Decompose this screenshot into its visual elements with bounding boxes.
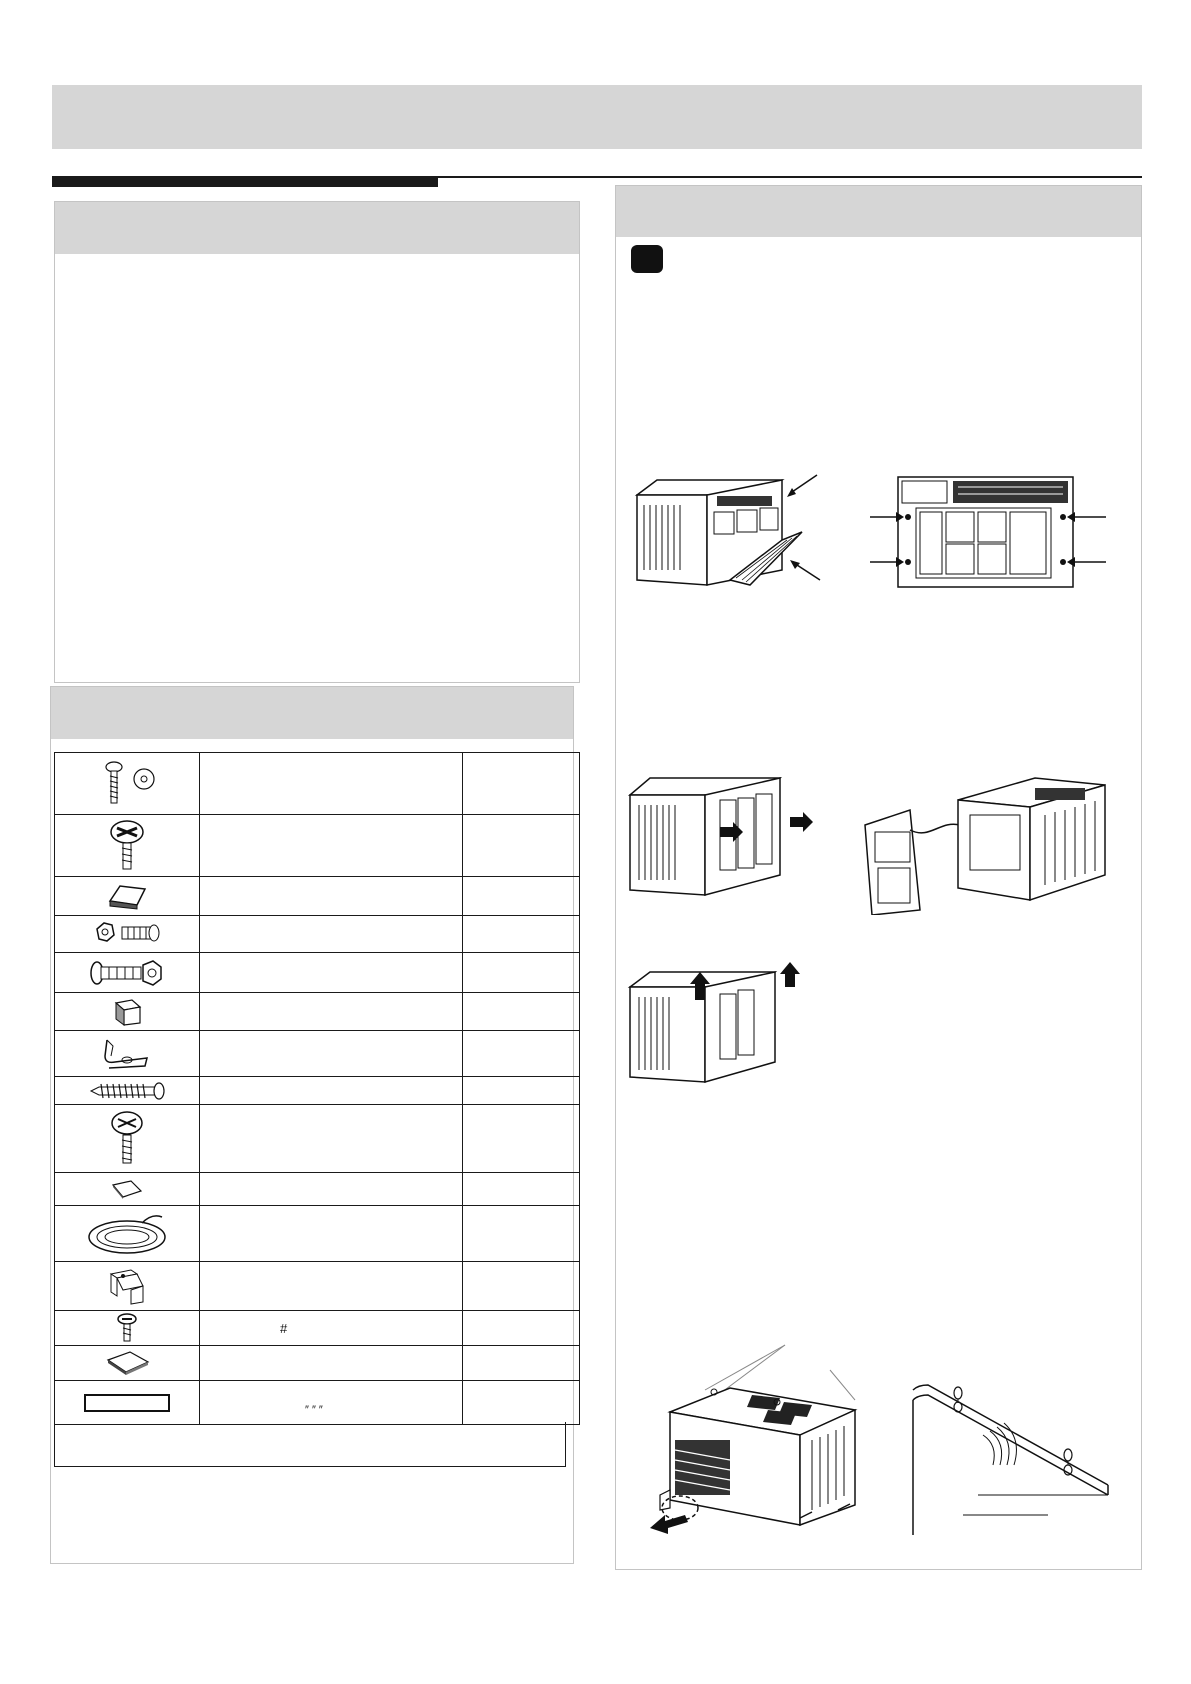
part-icon-cell <box>55 1105 200 1173</box>
part-name-cell: ″ ″ ″ <box>200 1381 463 1425</box>
figure-front-panel-open <box>632 470 832 595</box>
part-name-cell <box>200 753 463 815</box>
parts-table <box>54 752 580 1425</box>
part-name-cell <box>200 1262 463 1311</box>
figure-lift-up <box>625 962 815 1087</box>
part-qty-cell <box>463 993 580 1031</box>
parts-table-row <box>55 916 580 953</box>
part-qty-cell <box>463 1311 580 1346</box>
part-icon-cell <box>55 1262 200 1311</box>
parts-table-note-row <box>54 1422 566 1467</box>
left-top-section-header <box>55 202 579 254</box>
parts-table-row <box>55 753 580 815</box>
part-qty-cell <box>463 877 580 916</box>
parts-table-row <box>55 1173 580 1206</box>
phillips-screw-icon <box>102 818 152 873</box>
l-clip-icon <box>110 997 145 1027</box>
right-section-header <box>616 186 1141 237</box>
page-header-banner <box>52 85 1142 149</box>
part-name-cell <box>200 1173 463 1206</box>
figure-front-view-screws <box>868 472 1108 597</box>
parts-table-row <box>55 953 580 993</box>
small-screw-icon <box>112 1312 142 1344</box>
parts-table-row <box>55 877 580 916</box>
part-name-cell <box>200 993 463 1031</box>
part-name-cell <box>200 877 463 916</box>
part-icon-cell <box>55 815 200 877</box>
bolt-and-nut-small-icon <box>92 919 162 949</box>
part-qty-cell <box>463 1173 580 1206</box>
figure-chassis-slide-out <box>640 1340 885 1535</box>
foam-seal-roll-icon <box>82 1209 172 1259</box>
part-name-cell <box>200 1346 463 1381</box>
long-screw-icon <box>87 1081 167 1101</box>
part-name-cell <box>200 1206 463 1262</box>
parts-table-row <box>55 815 580 877</box>
foam-pad-icon <box>109 1177 145 1201</box>
part-qty-cell <box>463 953 580 993</box>
part-icon-cell <box>55 1077 200 1105</box>
parts-table-row <box>55 993 580 1031</box>
part-qty-cell <box>463 815 580 877</box>
part-icon-cell <box>55 1346 200 1381</box>
part-name-cell: # <box>200 1311 463 1346</box>
parts-table-row <box>55 1262 580 1311</box>
part-icon-cell <box>55 953 200 993</box>
part-icon-cell <box>55 1206 200 1262</box>
part-qty-cell <box>463 1381 580 1425</box>
figure-panel-removed <box>860 770 1115 915</box>
part-icon-cell <box>55 753 200 815</box>
phillips-screw-large-icon <box>102 1109 152 1169</box>
parts-table-row <box>55 1031 580 1077</box>
part-qty-cell <box>463 1262 580 1311</box>
section-rule-thick <box>52 176 438 187</box>
part-qty-cell <box>463 1346 580 1381</box>
parts-table-row <box>55 1346 580 1381</box>
step-number-badge <box>631 245 663 273</box>
spring-clip-icon <box>97 1036 157 1072</box>
parts-section-header <box>51 687 573 739</box>
angle-bracket-icon <box>105 1266 150 1306</box>
parts-table-row <box>55 1105 580 1173</box>
part-icon-cell <box>55 1173 200 1206</box>
screw-with-washer-icon <box>92 759 162 809</box>
part-name-cell <box>200 815 463 877</box>
bracket-clip-icon <box>105 881 150 911</box>
strip-icon <box>82 1391 172 1415</box>
part-icon-cell <box>55 993 200 1031</box>
part-qty-cell <box>463 916 580 953</box>
part-icon-cell <box>55 916 200 953</box>
parts-table-row <box>55 1311 580 1346</box>
figure-panel-slide-out <box>625 770 825 905</box>
figure-screw-detail <box>908 1345 1118 1535</box>
part-name-cell <box>200 916 463 953</box>
section-rule-thin <box>438 176 1142 178</box>
part-name-cell <box>200 1105 463 1173</box>
part-icon-cell <box>55 1031 200 1077</box>
parts-table-row <box>55 1206 580 1262</box>
part-qty-cell <box>463 1206 580 1262</box>
part-qty-cell <box>463 1031 580 1077</box>
part-icon-cell <box>55 877 200 916</box>
square-pad-icon <box>102 1348 152 1378</box>
part-qty-cell <box>463 1077 580 1105</box>
part-qty-cell <box>463 753 580 815</box>
part-icon-cell <box>55 1381 200 1425</box>
part-name-cell <box>200 1077 463 1105</box>
bolt-and-nut-large-icon <box>87 957 167 989</box>
part-name-cell <box>200 1031 463 1077</box>
left-top-section <box>54 201 580 683</box>
part-icon-cell <box>55 1311 200 1346</box>
part-qty-cell <box>463 1105 580 1173</box>
parts-table-row <box>55 1077 580 1105</box>
part-name-cell <box>200 953 463 993</box>
parts-table-row <box>55 1381 580 1425</box>
